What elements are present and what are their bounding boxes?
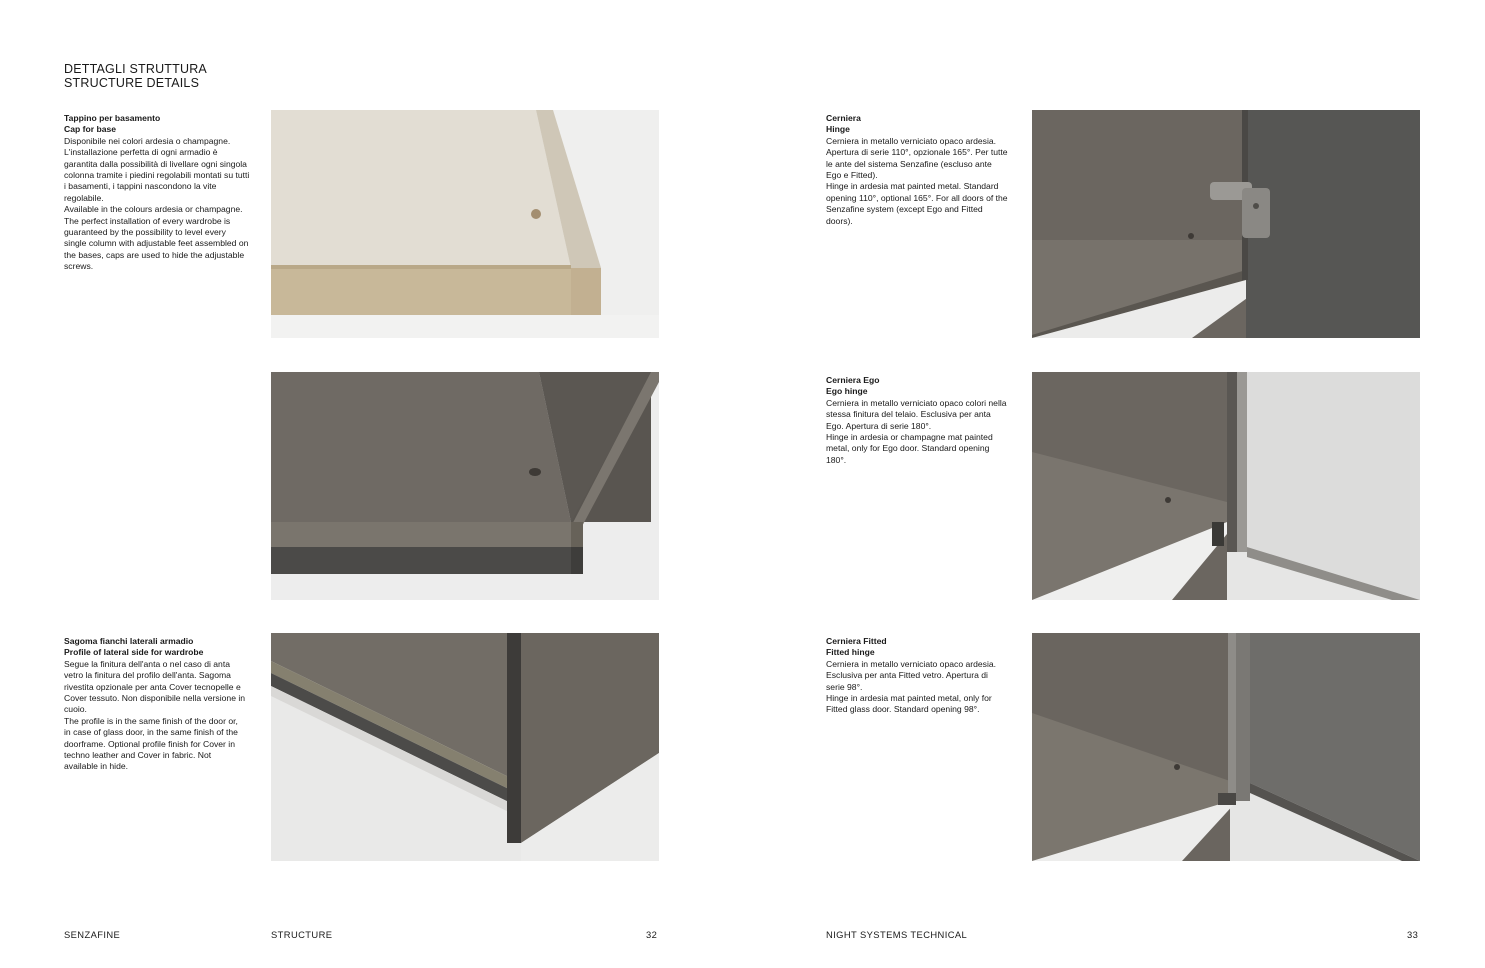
ego-title-it: Cerniera Ego: [826, 375, 880, 385]
photo-ego-hinge: [1032, 372, 1420, 600]
cap-body-en: Available in the colours ardesia or champagne. The perfect installation of every wardrobe is guaranteed by the possibility to level every single column with adjustable feet assembled on the bases, caps are used to hide the adjustable screws.: [64, 204, 249, 272]
hinge-title-it: Cerniera: [826, 113, 861, 123]
fitted-body-en: Hinge in ardesia mat painted metal, only for Fitted glass door. Standard opening 98°.: [826, 693, 992, 715]
hinge-title-en: Hinge: [826, 124, 850, 135]
heading-english: STRUCTURE DETAILS: [64, 76, 200, 90]
photo-hinge: [1032, 110, 1420, 338]
fitted-section-text: [826, 636, 1008, 716]
cap-section-text: [64, 113, 250, 273]
footer-brand: SENZAFINE: [64, 929, 121, 940]
ego-body-it: Cerniera in metallo verniciato opaco colori nella stessa finitura del telaio. Esclusiva per anta Ego. Apertura di serie 180°.: [826, 397, 1007, 431]
ego-body-en: Hinge in ardesia or champagne mat painted metal, only for Ego door. Standard opening 180°.: [826, 432, 993, 465]
profile-section-text: [64, 636, 246, 773]
fitted-title-it: Cerniera Fitted: [826, 636, 887, 646]
ego-section-text: [826, 375, 1008, 466]
page-heading: [64, 62, 207, 90]
profile-title-en: Profile of lateral side for wardrobe: [64, 647, 204, 658]
hinge-body-en: Hinge in ardesia mat painted metal. Standard opening 110°, optional 165°. For all doors of the Senzafine system (except Ego and Fitted doors).: [826, 181, 1008, 226]
profile-title-it: Sagoma fianchi laterali armadio: [64, 636, 194, 646]
profile-body-it: Segue la finitura dell'anta o nel caso di anta vetro la finitura del profilo dell'anta. Sagoma rivestita opzionale per anta Cover tecnopelle e Cover tessuto. Non disponibile nella versione in cuoio.: [64, 658, 246, 715]
photo-dark-base: [271, 372, 659, 600]
ego-title-en: Ego hinge: [826, 386, 868, 397]
fitted-title-en: Fitted hinge: [826, 647, 875, 658]
hinge-section-text: [826, 113, 1008, 227]
footer-right-page-number: 33: [1407, 929, 1419, 940]
photo-cap-base: [271, 110, 659, 338]
footer-left-page-number: 32: [646, 929, 658, 940]
cap-title-it: Tappino per basamento: [64, 113, 161, 123]
photo-lateral-profile: [271, 633, 659, 861]
cap-body-it: Disponibile nei colori ardesia o champagne. L'installazione perfetta di ogni armadio è garantita dalla possibilità di livellare ogni singola colonna tramite i piedini regolabili montati su tutti i basamenti, i tappini nascondono la vite regolabile.: [64, 135, 250, 203]
fitted-body-it: Cerniera in metallo verniciato opaco ardesia. Esclusiva per anta Fitted vetro. Apertura di serie 98°.: [826, 658, 997, 692]
footer-right-section: NIGHT SYSTEMS TECHNICAL: [826, 929, 968, 940]
profile-body-en: The profile is in the same finish of the door or, in case of glass door, in the same finish of the doorframe. Optional profile finish for Cover in techno leather and Cover in fabric. Not available in hide.: [64, 715, 238, 772]
photo-fitted-hinge: [1032, 633, 1420, 861]
hinge-body-it: Cerniera in metallo verniciato opaco ardesia. Apertura di serie 110°, opzionale 165°. Per tutte le ante del sistema Senzafine (escluso ante Ego e Fitted).: [826, 135, 1008, 181]
heading-italian: DETTAGLI STRUTTURA: [64, 62, 207, 76]
footer-left-section: STRUCTURE: [271, 929, 333, 940]
cap-title-en: Cap for base: [64, 124, 117, 135]
